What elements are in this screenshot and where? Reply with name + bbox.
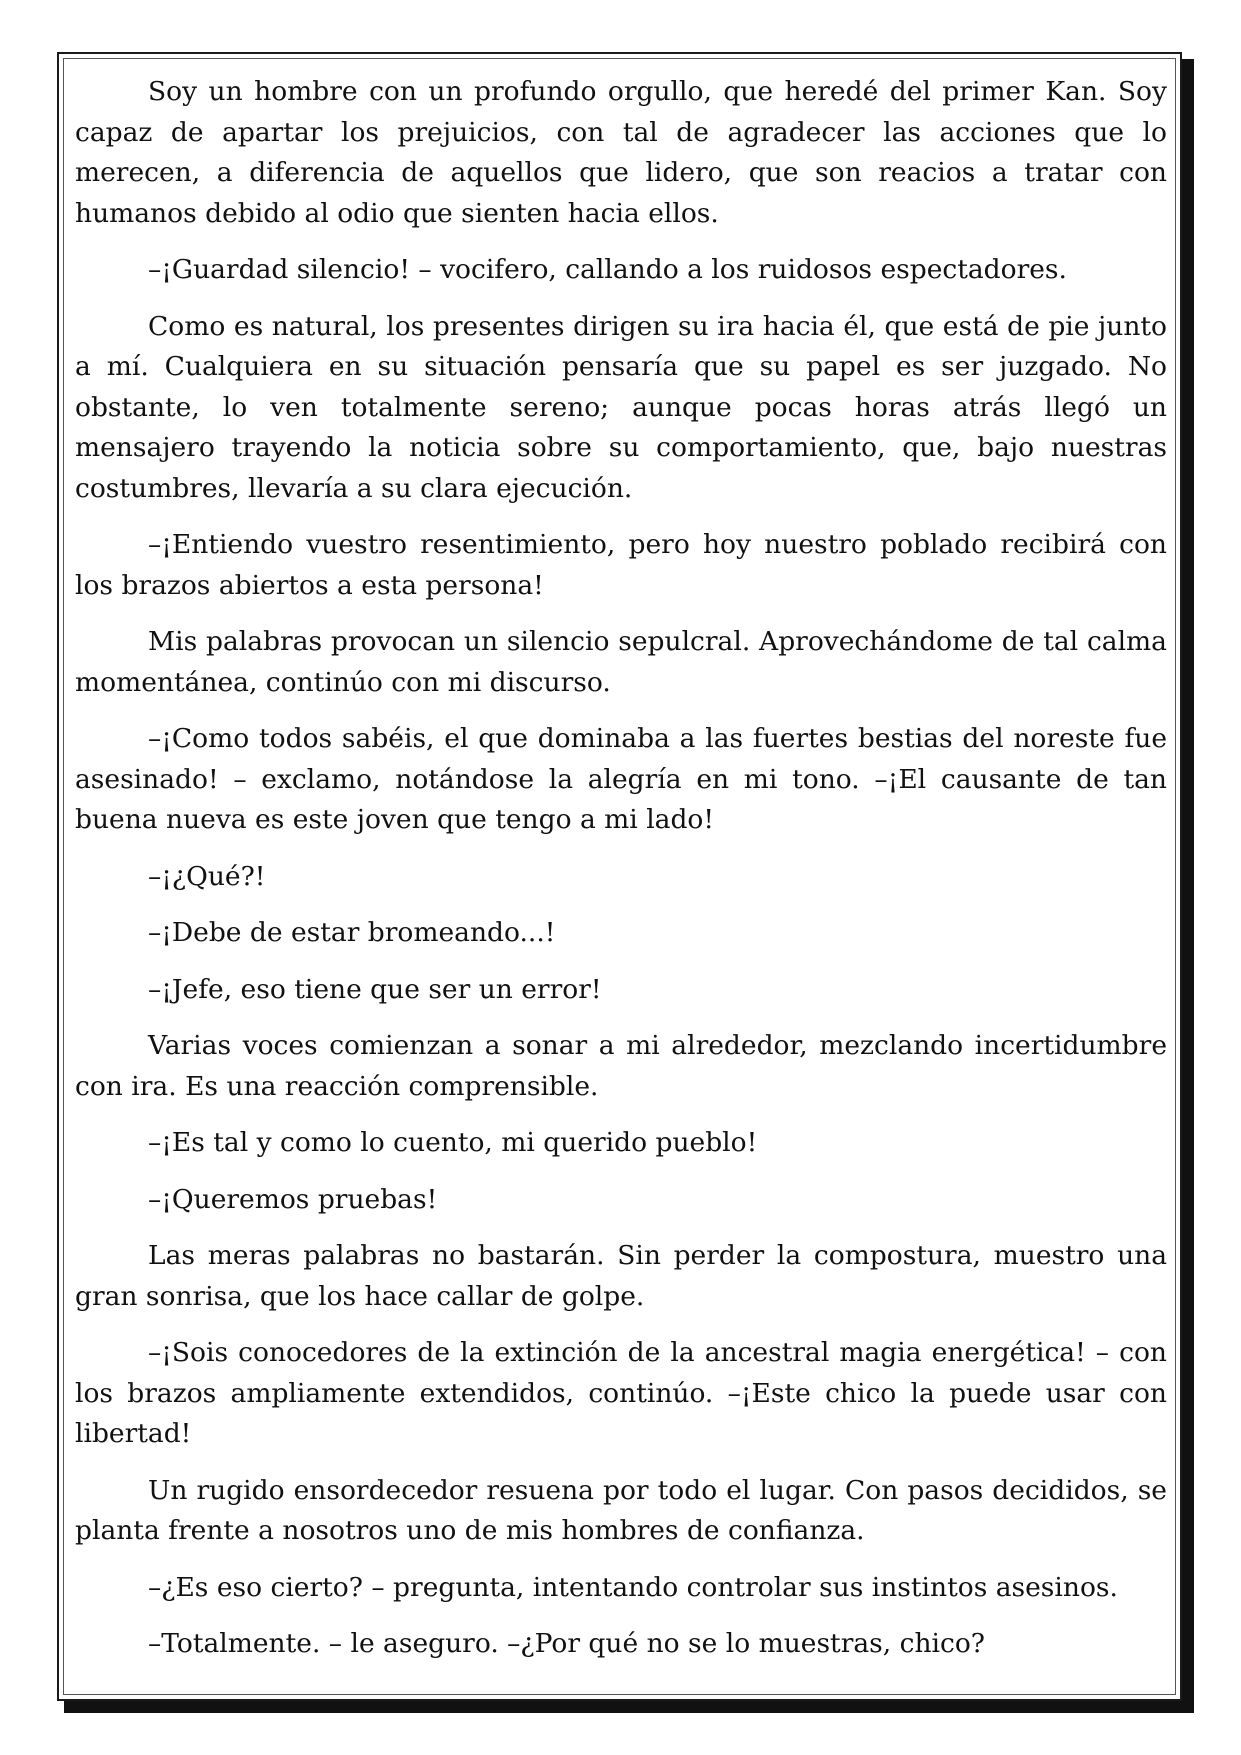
paragraph: Varias voces comienzan a sonar a mi alrededor, mezclando incertidumbre con ira. Es una reacción comprensible. <box>75 1030 1167 1102</box>
paragraph: –¡Entiendo vuestro resentimiento, pero hoy nuestro poblado recibirá con los brazos abiertos a esta persona! <box>75 529 1167 601</box>
paragraph: –¡¿Qué?! <box>148 860 266 892</box>
paragraph: –¡Sois conocedores de la extinción de la ancestral magia energética! – con los brazos ampliamente extendidos, continúo. –¡Este chico la puede usar con libertad! <box>75 1337 1167 1449</box>
paragraph: –¿Es eso cierto? – pregunta, intentando controlar sus instintos asesinos. <box>148 1571 1118 1603</box>
paragraph: Mis palabras provocan un silencio sepulcral. Aprovechándome de tal calma momentánea, continúo con mi discurso. <box>75 626 1167 698</box>
paragraph: –¡Como todos sabéis, el que dominaba a las fuertes bestias del noreste fue asesinado! – exclamo, notándose la alegría en mi tono. –¡El causante de tan buena nueva es este joven que tengo a mi lado! <box>75 723 1167 835</box>
paragraph: –Totalmente. – le aseguro. –¿Por qué no se lo muestras, chico? <box>148 1628 986 1659</box>
body-text <box>75 72 1167 1681</box>
paragraph: –¡Queremos pruebas! <box>148 1183 438 1215</box>
paragraph: Las meras palabras no bastarán. Sin perder la compostura, muestro una gran sonrisa, que los hace callar de golpe. <box>75 1240 1167 1312</box>
paragraph: –¡Guardad silencio! – vocifero, callando a los ruidosos espectadores. <box>148 254 1067 285</box>
paragraph: Soy un hombre con un profundo orgullo, que heredé del primer Kan. Soy capaz de apartar los prejuicios, con tal de agradecer las acciones que lo merecen, a diferencia de aquellos que lidero, que son reacios a tratar con humanos debido al odio que sienten hacia ellos. <box>75 76 1167 229</box>
paragraph: Un rugido ensordecedor resuena por todo el lugar. Con pasos decididos, se planta frente a nosotros uno de mis hombres de confianza. <box>75 1474 1167 1546</box>
paragraph: Como es natural, los presentes dirigen su ira hacia él, que está de pie junto a mí. Cualquiera en su situación pensaría que su papel es ser juzgado. No obstante, lo ven totalmente sereno; aunque pocas horas atrás llegó un mensajero trayendo la noticia sobre su comportamiento, que, bajo nuestras costumbres, llevaría a su clara ejecución. <box>75 310 1167 504</box>
paragraph: –¡Es tal y como lo cuento, mi querido pueblo! <box>148 1127 758 1158</box>
paragraph: –¡Debe de estar bromeando...! <box>148 917 556 948</box>
paragraph: –¡Jefe, eso tiene que ser un error! <box>148 973 602 1005</box>
